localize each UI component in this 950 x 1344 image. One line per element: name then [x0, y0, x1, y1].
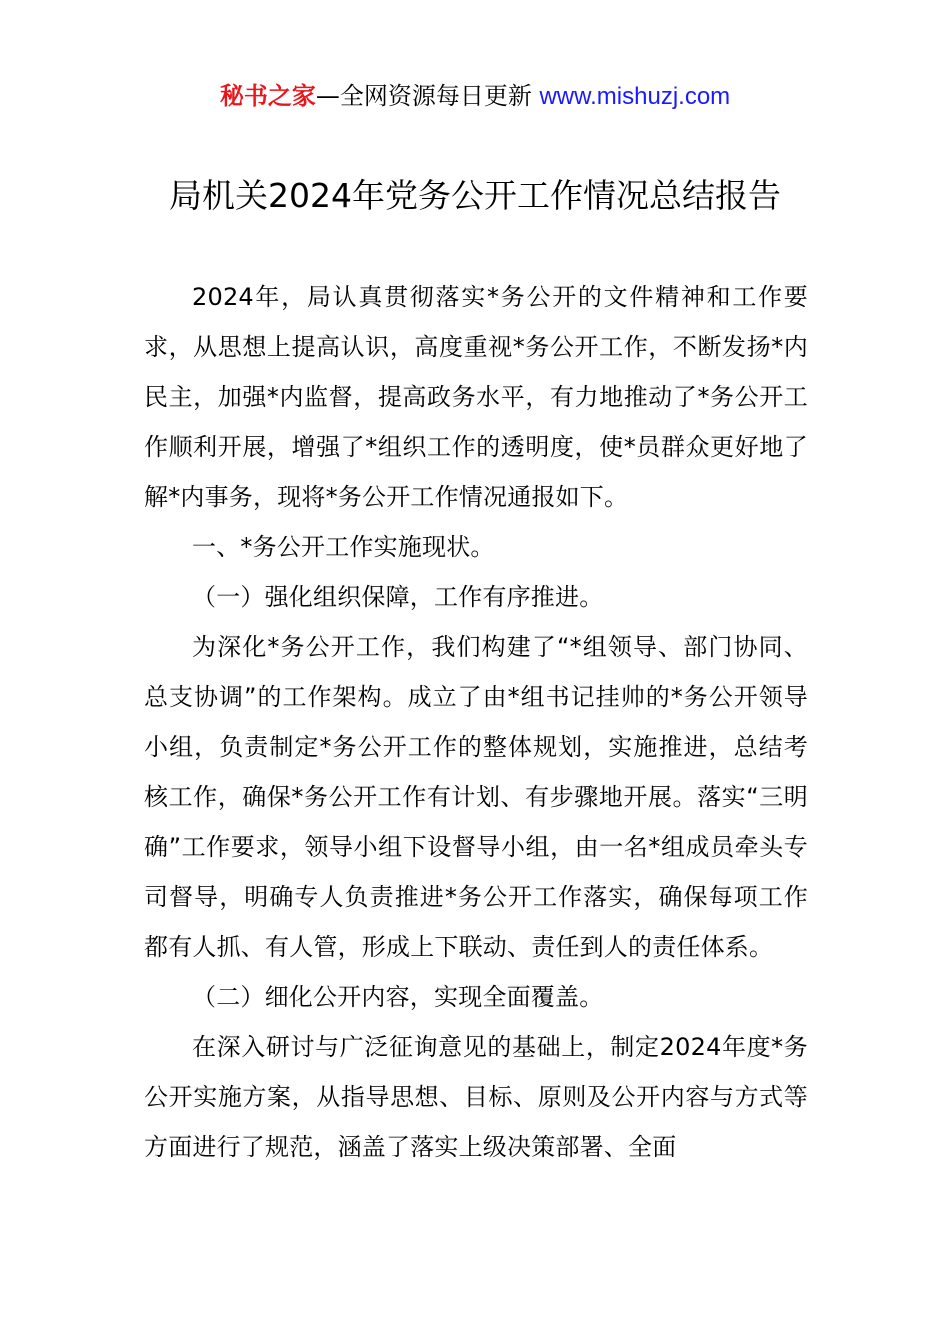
- subsection-heading-1: （一）强化组织保障，工作有序推进。: [192, 583, 604, 611]
- site-brand: 秘书之家: [219, 82, 316, 110]
- document-title: 局机关2024年党务公开工作情况总结报告: [169, 176, 781, 215]
- paragraph-content: 在深入研讨与广泛征询意见的基础上，制定2024年度*务公开实施方案，从指导思想、目标、原则及公开内容与方式等方面进行了规范，涵盖了落实上级决策部署、全面: [144, 1033, 808, 1161]
- document-body: [144, 272, 808, 1172]
- site-url-link[interactable]: www.mishuzj.com: [539, 83, 731, 110]
- site-header: [0, 78, 950, 115]
- site-tagline: —全网资源每日更新: [315, 82, 540, 110]
- subsection-heading-2: （二）细化公开内容，实现全面覆盖。: [192, 983, 604, 1011]
- paragraph-intro: 2024年，局认真贯彻落实*务公开的文件精神和工作要求，从思想上提高认识，高度重视*务公开工作，不断发扬*内民主，加强*内监督，提高政务水平，有力地推动了*务公开工作顺利开展，增强了*组织工作的透明度，使*员群众更好地了解*内事务，现将*务公开工作情况通报如下。: [144, 283, 808, 511]
- section-heading-1: 一、*务公开工作实施现状。: [192, 533, 495, 561]
- paragraph-organization: 为深化*务公开工作，我们构建了“*组领导、部门协同、总支协调”的工作架构。成立了由*组书记挂帅的*务公开领导小组，负责制定*务公开工作的整体规划，实施推进，总结考核工作，确保*务公开工作有计划、有步骤地开展。落实“三明确”工作要求，领导小组下设督导小组，由一名*组成员牵头专司督导，明确专人负责推进*务公开工作落实，确保每项工作都有人抓、有人管，形成上下联动、责任到人的责任体系。: [144, 633, 808, 961]
